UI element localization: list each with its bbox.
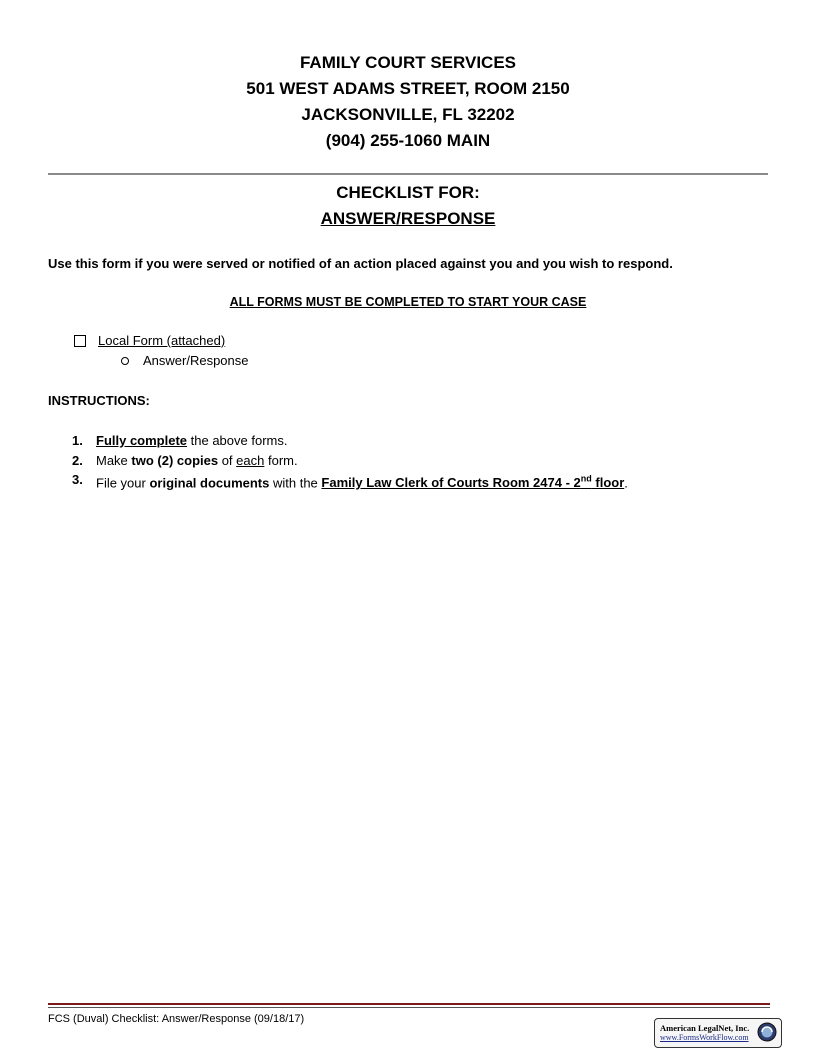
- clerk-location-main: Family Law Clerk of Courts Room 2474 - 2: [321, 475, 581, 491]
- checklist-item[interactable]: [74, 333, 225, 348]
- office-phone: (904) 255-1060 MAIN: [325, 131, 491, 150]
- step-rest: .: [624, 475, 628, 491]
- must-complete-notice: ALL FORMS MUST BE COMPLETED TO START YOUR CASE: [229, 295, 587, 309]
- checklist-sub-item-label: Answer/Response: [143, 353, 249, 368]
- step-rest: form.: [264, 452, 298, 468]
- office-street: 501 WEST ADAMS STREET, ROOM 2150: [246, 79, 570, 98]
- instruction-step-3: [72, 470, 628, 493]
- step-number: 2.: [72, 452, 83, 468]
- step-pre: Make: [96, 452, 132, 468]
- step-mid: of: [218, 452, 237, 468]
- title-line-1: CHECKLIST FOR:: [336, 183, 480, 202]
- step-text: [96, 470, 628, 493]
- step-rest: the above forms.: [187, 433, 288, 448]
- circle-bullet-icon: [121, 357, 129, 365]
- step-underline: each: [236, 452, 265, 468]
- globe-icon: [757, 1022, 777, 1042]
- footer-divider: [48, 1003, 770, 1005]
- instruction-step-2: [72, 451, 628, 471]
- footer-divider-thin: [48, 1007, 770, 1008]
- checkbox-icon[interactable]: [74, 335, 86, 347]
- title-line-2: ANSWER/RESPONSE: [320, 209, 496, 228]
- clerk-location: [321, 475, 624, 490]
- step-text: [96, 451, 298, 471]
- publisher-logo[interactable]: [654, 1018, 782, 1048]
- office-name: FAMILY COURT SERVICES: [299, 53, 516, 72]
- office-city: JACKSONVILLE, FL 32202: [301, 105, 515, 124]
- checklist-sub-item: [121, 353, 249, 368]
- logo-website-link[interactable]: www.FormsWorkFlow.com: [660, 1033, 749, 1042]
- header-divider: [48, 173, 768, 175]
- instructions-list: [72, 431, 628, 493]
- checklist-item-label: Local Form (attached): [98, 333, 226, 348]
- clerk-location-end: floor: [591, 475, 625, 491]
- floor-ordinal-suffix: nd: [580, 474, 592, 484]
- step-number: 1.: [72, 433, 83, 448]
- step-number: 3.: [72, 472, 83, 487]
- footer-form-id: FCS (Duval) Checklist: Answer/Response (09/18/17): [48, 1013, 305, 1025]
- step-mid: with the: [269, 475, 322, 491]
- step-text: [96, 431, 287, 451]
- instructions-heading: INSTRUCTIONS:: [48, 393, 150, 408]
- checklist-title: [0, 180, 816, 232]
- step-emphasis: Fully complete: [96, 433, 188, 448]
- instruction-step-1: [72, 431, 628, 451]
- step-emphasis: original documents: [149, 475, 270, 491]
- step-pre: File your: [96, 475, 150, 491]
- logo-company-name: American LegalNet, Inc.: [660, 1023, 750, 1033]
- office-header: [0, 50, 816, 154]
- step-emphasis: two (2) copies: [131, 452, 219, 468]
- intro-text: Use this form if you were served or notified of an action placed against you and you wish to respond.: [48, 256, 673, 271]
